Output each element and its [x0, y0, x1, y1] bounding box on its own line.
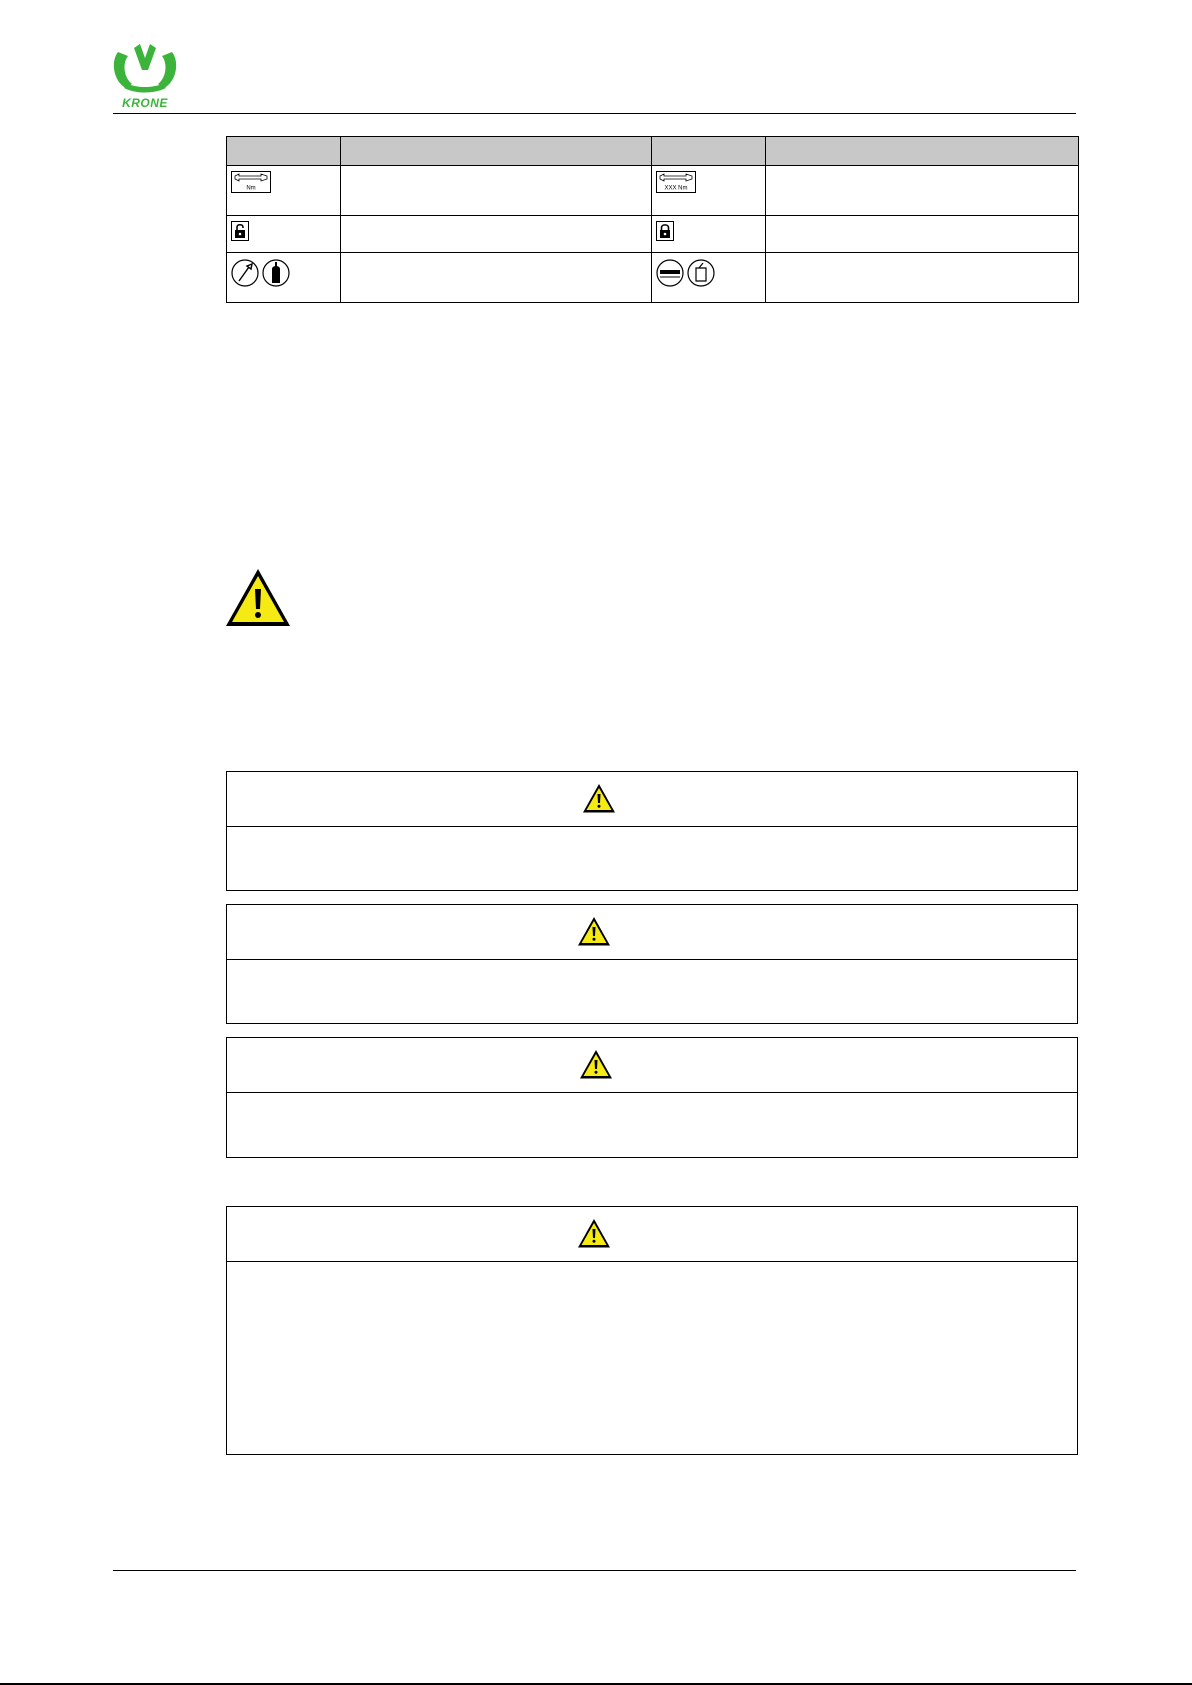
header-cell	[652, 137, 766, 166]
symbol-cell	[652, 216, 766, 253]
svg-text:XXX Nm: XXX Nm	[664, 185, 688, 192]
warning-notice	[226, 1037, 1078, 1158]
header-cell	[227, 137, 341, 166]
symbol-cell	[227, 253, 341, 303]
wrench-torque-icon	[231, 171, 271, 198]
padlock-closed-icon	[656, 221, 674, 246]
svg-text:Nm: Nm	[246, 185, 256, 192]
symbol-description	[766, 253, 1079, 303]
symbol-table	[226, 136, 1079, 303]
header-cell	[766, 137, 1079, 166]
symbol-description	[766, 216, 1079, 253]
grease-gun-and-oil-can-icon	[231, 258, 291, 293]
warning-triangle-icon	[224, 567, 292, 629]
warning-triangle-icon	[579, 1049, 613, 1085]
logo-wordmark: KRONE	[122, 96, 168, 110]
table-row	[227, 166, 1079, 216]
krone-logo	[112, 44, 178, 110]
notice-header	[227, 772, 1077, 827]
symbol-description	[766, 166, 1079, 216]
warning-triangle-icon	[577, 1218, 611, 1254]
symbol-cell	[227, 166, 341, 216]
footer-rule	[113, 1570, 1076, 1571]
warning-notice	[226, 1206, 1078, 1455]
header-rule	[113, 113, 1076, 114]
symbol-table-header	[227, 137, 1079, 166]
warning-triangle-icon	[582, 783, 616, 819]
table-row	[227, 253, 1079, 303]
symbol-cell	[227, 216, 341, 253]
notice-header	[227, 905, 1077, 960]
warning-triangle-icon	[577, 916, 611, 952]
padlock-open-icon	[231, 221, 249, 246]
symbol-description	[341, 253, 652, 303]
warning-notice	[226, 771, 1078, 891]
oil-level-and-container-icon	[656, 258, 716, 293]
symbol-cell	[652, 166, 766, 216]
symbol-cell	[652, 253, 766, 303]
header-cell	[341, 137, 652, 166]
warning-notice	[226, 904, 1078, 1024]
symbol-description	[341, 166, 652, 216]
notice-header	[227, 1038, 1077, 1093]
wrench-torque-value-icon	[656, 171, 696, 198]
notice-header	[227, 1207, 1077, 1262]
table-row	[227, 216, 1079, 253]
symbol-description	[341, 216, 652, 253]
